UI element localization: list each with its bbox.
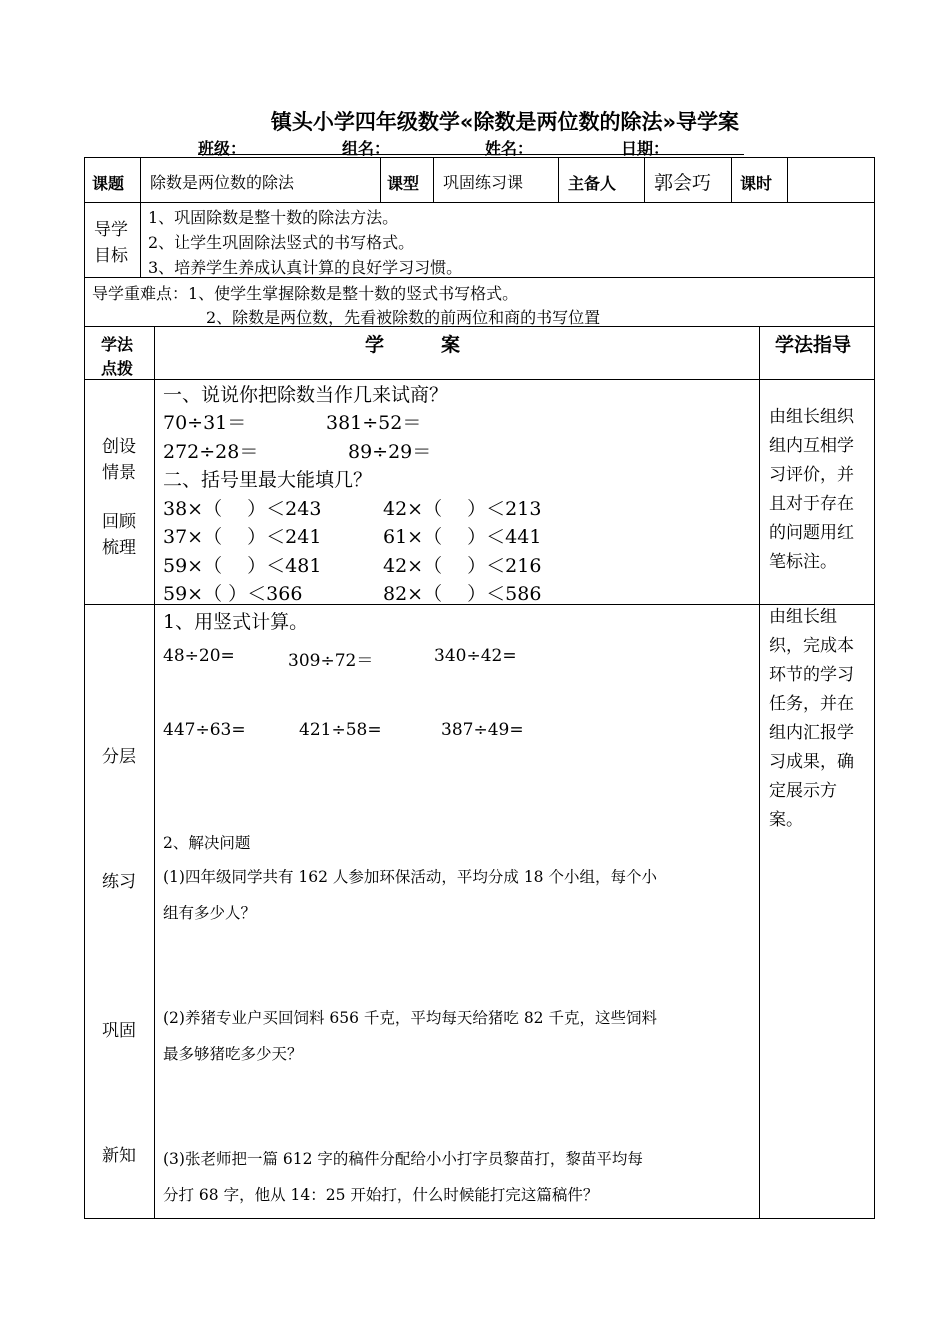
type-value: 巩固练习课 [443, 173, 524, 192]
preparer-value: 郭会巧 [654, 172, 712, 194]
topic-value: 除数是两位数的除法 [150, 173, 295, 192]
section2-label: 巩固 [102, 1021, 136, 1041]
preparer-label: 主备人 [568, 174, 617, 193]
section1-guide: 由组长组织组内互相学习评价，并且对于存在的问题用红笔标注。 [769, 407, 854, 572]
guide-header: 学法指导 [775, 334, 852, 356]
calc-item: 89÷29＝ [348, 441, 432, 463]
meta-underline [198, 154, 744, 155]
vertical-calc-item: 48÷20= [163, 646, 235, 666]
fill-item: 38×（ ）＜243 [163, 498, 322, 520]
section2-guide: 由组长组织，完成本环节的学习任务，并在组内汇报学习成果，确定展示方案。 [769, 607, 854, 830]
fill-item: 37×（ ）＜241 [163, 526, 322, 548]
group-label: 组名： [342, 139, 391, 158]
problem-3-line-1: (3)张老师把一篇 612 字的稿件分配给小小打字员黎苗打，黎苗平均每 [163, 1150, 643, 1168]
section2-label: 分层 [102, 747, 136, 767]
fill-item: 42×（ ）＜213 [383, 498, 542, 520]
fill-item: 59×（ ）＜481 [163, 555, 322, 577]
section1-label-1: 创设 [102, 437, 136, 457]
fill-item: 82×（ ）＜586 [383, 583, 542, 605]
key-points-line-2: 2、除数是两位数，先看被除数的前两位和商的书写位置 [206, 308, 601, 327]
section1-label-4: 梳理 [102, 538, 136, 558]
problem-1-line-2: 组有多少人？ [163, 904, 257, 922]
vertical-calc-item: 421÷58= [299, 720, 382, 740]
section1-label-2: 情景 [102, 463, 136, 483]
name-label: 姓名： [485, 139, 534, 158]
section2-heading: 1、用竖式计算。 [163, 611, 309, 633]
goals-label-2: 目标 [94, 246, 128, 266]
topic-label: 课题 [92, 174, 125, 193]
section1-heading-1: 一、说说你把除数当作几来试商？ [163, 384, 449, 406]
calc-item: 272÷28＝ [163, 441, 259, 463]
section2-label: 新知 [102, 1146, 136, 1166]
section1-heading-2: 二、括号里最大能填几？ [163, 469, 373, 491]
date-label: 日期： [621, 139, 670, 158]
vertical-calc-item: 309÷72＝ [288, 651, 374, 671]
plan-header: 学 案 [365, 334, 461, 356]
vertical-calc-item: 447÷63= [163, 720, 246, 740]
problems-heading: 2、解决问题 [163, 834, 251, 852]
method-label-2: 点拨 [101, 359, 134, 378]
type-label: 课型 [387, 174, 420, 193]
problem-1-line-1: (1)四年级同学共有 162 人参加环保活动，平均分成 18 个小组，每个小 [163, 868, 657, 886]
calc-item: 70÷31＝ [163, 412, 247, 434]
fill-item: 61×（ ）＜441 [383, 526, 542, 548]
fill-item: 42×（ ）＜216 [383, 555, 542, 577]
problem-3-line-2: 分打 68 字，他从 14：25 开始打，什么时候能打完这篇稿件？ [163, 1186, 599, 1204]
method-label-1: 学法 [101, 335, 134, 354]
key-points-line-1: 导学重难点：1、使学生掌握除数是整十数的竖式书写格式。 [92, 284, 519, 303]
goals-label-1: 导学 [94, 220, 128, 240]
vertical-calc-item: 340÷42= [434, 646, 517, 666]
section1-label-3: 回顾 [102, 512, 136, 532]
period-label: 课时 [740, 174, 773, 193]
fill-item: 59×（ ）＜366 [163, 583, 303, 605]
section2-label: 练习 [102, 872, 136, 892]
class-label: 班级： [198, 139, 247, 158]
vertical-calc-item: 387÷49= [441, 720, 524, 740]
problem-2-line-1: (2)养猪专业户买回饲料 656 千克，平均每天给猪吃 82 千克，这些饲料 [163, 1009, 657, 1027]
goal-item-2: 2、让学生巩固除法竖式的书写格式。 [148, 233, 415, 252]
document-title: 镇头小学四年级数学«除数是两位数的除法»导学案 [270, 110, 740, 134]
goal-item-3: 3、培养学生养成认真计算的良好学习习惯。 [148, 258, 463, 277]
problem-2-line-2: 最多够猪吃多少天？ [163, 1045, 303, 1063]
goal-item-1: 1、巩固除数是整十数的除法方法。 [148, 208, 399, 227]
calc-item: 381÷52＝ [326, 412, 422, 434]
